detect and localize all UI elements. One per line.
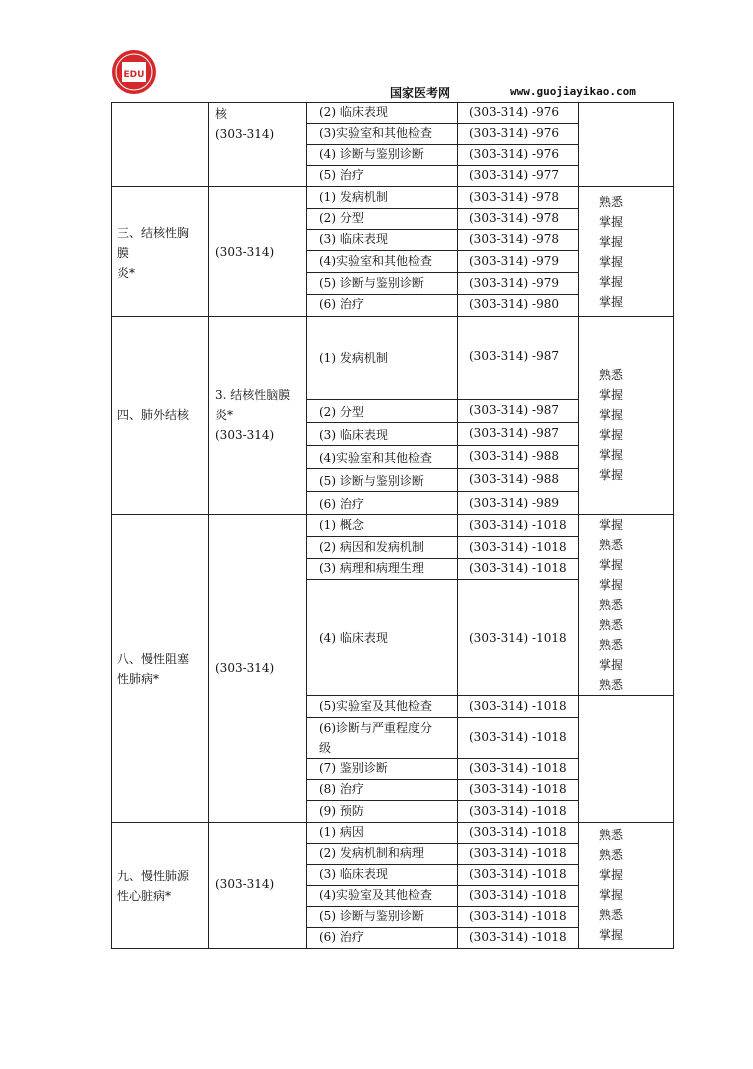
chapter-cell: (303-314) bbox=[215, 127, 275, 141]
table-row-ref: (303-314) -1018 bbox=[469, 730, 567, 744]
table-row-item: (4) 诊断与鉴别诊断 bbox=[319, 147, 424, 161]
table-row-item: (5) 诊断与鉴别诊断 bbox=[319, 276, 424, 290]
table-row-item: (1) 病因 bbox=[319, 825, 364, 839]
section-title: 八、慢性阻塞 性肺病* bbox=[117, 652, 190, 686]
table-row-ref: (303-314) -987 bbox=[469, 403, 559, 417]
logo-text: EDU bbox=[123, 70, 145, 80]
table-row-item: (1) 概念 bbox=[319, 518, 364, 532]
topic-cell: 核 bbox=[215, 107, 228, 121]
table-row-item: (2) 病因和发病机制 bbox=[319, 540, 424, 554]
table-row-ref: (303-314) -979 bbox=[469, 254, 559, 268]
table-row-ref: (303-314) -1018 bbox=[469, 909, 567, 923]
section-title: 四、肺外结核 bbox=[117, 408, 190, 422]
table-row-item: (1) 发病机制 bbox=[319, 190, 388, 204]
table-row-item: (2) 分型 bbox=[319, 211, 364, 225]
table-block-tb-meningitis bbox=[111, 316, 674, 515]
site-name: 国家医考网 bbox=[390, 86, 451, 100]
table-row-item: (8) 治疗 bbox=[319, 782, 364, 796]
table-row-ref: (303-314) -1018 bbox=[469, 930, 567, 944]
site-url: www.guojiayikao.com bbox=[510, 85, 636, 98]
section-title: 九、慢性肺源 性心脏病* bbox=[117, 869, 190, 903]
table-row-item: (3) 临床表现 bbox=[319, 428, 388, 442]
table-row-item: (4)实验室和其他检查 bbox=[319, 451, 432, 465]
table-row-ref: (303-314) -1018 bbox=[469, 518, 567, 532]
table-block-copd bbox=[111, 514, 674, 823]
table-row-ref: (303-314) -1018 bbox=[469, 867, 567, 881]
table-row-ref: (303-314) -978 bbox=[469, 190, 559, 204]
table-row-ref: (303-314) -978 bbox=[469, 211, 559, 225]
table-row-ref: (303-314) -1018 bbox=[469, 540, 567, 554]
table-row-item: (5) 治疗 bbox=[319, 168, 364, 182]
level-column: 熟悉 熟悉 掌握 掌握 熟悉 掌握 bbox=[599, 828, 624, 942]
table-row-ref: (303-314) -977 bbox=[469, 168, 559, 182]
table-row-item: (3) 病理和病理生理 bbox=[319, 561, 424, 575]
table-row-item: (3) 临床表现 bbox=[319, 867, 388, 881]
table-row-ref: (303-314) -1018 bbox=[469, 761, 567, 775]
table-row-ref: (303-314) -1018 bbox=[469, 825, 567, 839]
table-row-item: (1) 发病机制 bbox=[319, 351, 388, 365]
table-row-ref: (303-314) -976 bbox=[469, 147, 559, 161]
table-row-ref: (303-314) -980 bbox=[469, 297, 559, 311]
table-row-ref: (303-314) -987 bbox=[469, 426, 559, 440]
table-row-item: (4)实验室及其他检查 bbox=[319, 888, 432, 902]
table-block-tb-continued bbox=[111, 102, 674, 187]
table-row-item: (6) 治疗 bbox=[319, 297, 364, 311]
table-block-cor-pulmonale bbox=[111, 822, 674, 949]
chapter-cell: (303-314) bbox=[215, 245, 275, 259]
table-row-item: (5) 诊断与鉴别诊断 bbox=[319, 909, 424, 923]
table-row-ref: (303-314) -978 bbox=[469, 232, 559, 246]
level-column: 熟悉 掌握 掌握 掌握 掌握 掌握 bbox=[599, 368, 624, 482]
table-row-item: (7) 鉴别诊断 bbox=[319, 761, 388, 775]
chapter-cell: (303-314) bbox=[215, 877, 275, 891]
table-row-item: (5)实验室及其他检查 bbox=[319, 699, 432, 713]
table-row-item: (6) 治疗 bbox=[319, 497, 364, 511]
section-title: 三、结核性胸 膜 炎* bbox=[117, 226, 190, 280]
table-row-item: (9) 预防 bbox=[319, 804, 364, 818]
table-row-item: (6)诊断与严重程度分 级 bbox=[319, 721, 432, 755]
table-row-item: (2) 发病机制和病理 bbox=[319, 846, 424, 860]
site-logo bbox=[110, 48, 158, 96]
table-row-item: (2) 临床表现 bbox=[319, 105, 388, 119]
table-row-ref: (303-314) -988 bbox=[469, 472, 559, 486]
level-column: 熟悉 掌握 掌握 掌握 掌握 掌握 bbox=[599, 195, 624, 309]
table-row-item: (2) 分型 bbox=[319, 405, 364, 419]
table-row-ref: (303-314) -989 bbox=[469, 496, 559, 510]
table-row-ref: (303-314) -988 bbox=[469, 449, 559, 463]
table-row-ref: (303-314) -1018 bbox=[469, 888, 567, 902]
table-row-ref: (303-314) -979 bbox=[469, 276, 559, 290]
table-row-ref: (303-314) -987 bbox=[469, 349, 559, 363]
table-row-ref: (303-314) -1018 bbox=[469, 846, 567, 860]
table-row-ref: (303-314) -1018 bbox=[469, 782, 567, 796]
table-block-tb-pleurisy bbox=[111, 186, 674, 317]
table-row-item: (4) 临床表现 bbox=[319, 631, 388, 645]
table-row-ref: (303-314) -976 bbox=[469, 126, 559, 140]
table-row-ref: (303-314) -1018 bbox=[469, 699, 567, 713]
table-row-item: (5) 诊断与鉴别诊断 bbox=[319, 474, 424, 488]
table-row-item: (3)实验室和其他检查 bbox=[319, 126, 432, 140]
table-row-item: (4)实验室和其他检查 bbox=[319, 254, 432, 268]
table-row-ref: (303-314) -1018 bbox=[469, 631, 567, 645]
level-column: 掌握 熟悉 掌握 掌握 熟悉 熟悉 熟悉 掌握 熟悉 bbox=[599, 518, 624, 692]
table-row-ref: (303-314) -1018 bbox=[469, 561, 567, 575]
topic-cell: 3. 结核性脑膜 炎* (303-314) bbox=[215, 388, 291, 442]
table-row-item: (3) 临床表现 bbox=[319, 232, 388, 246]
table-row-ref: (303-314) -1018 bbox=[469, 804, 567, 818]
table-row-ref: (303-314) -976 bbox=[469, 105, 559, 119]
chapter-cell: (303-314) bbox=[215, 661, 275, 675]
table-row-item: (6) 治疗 bbox=[319, 930, 364, 944]
